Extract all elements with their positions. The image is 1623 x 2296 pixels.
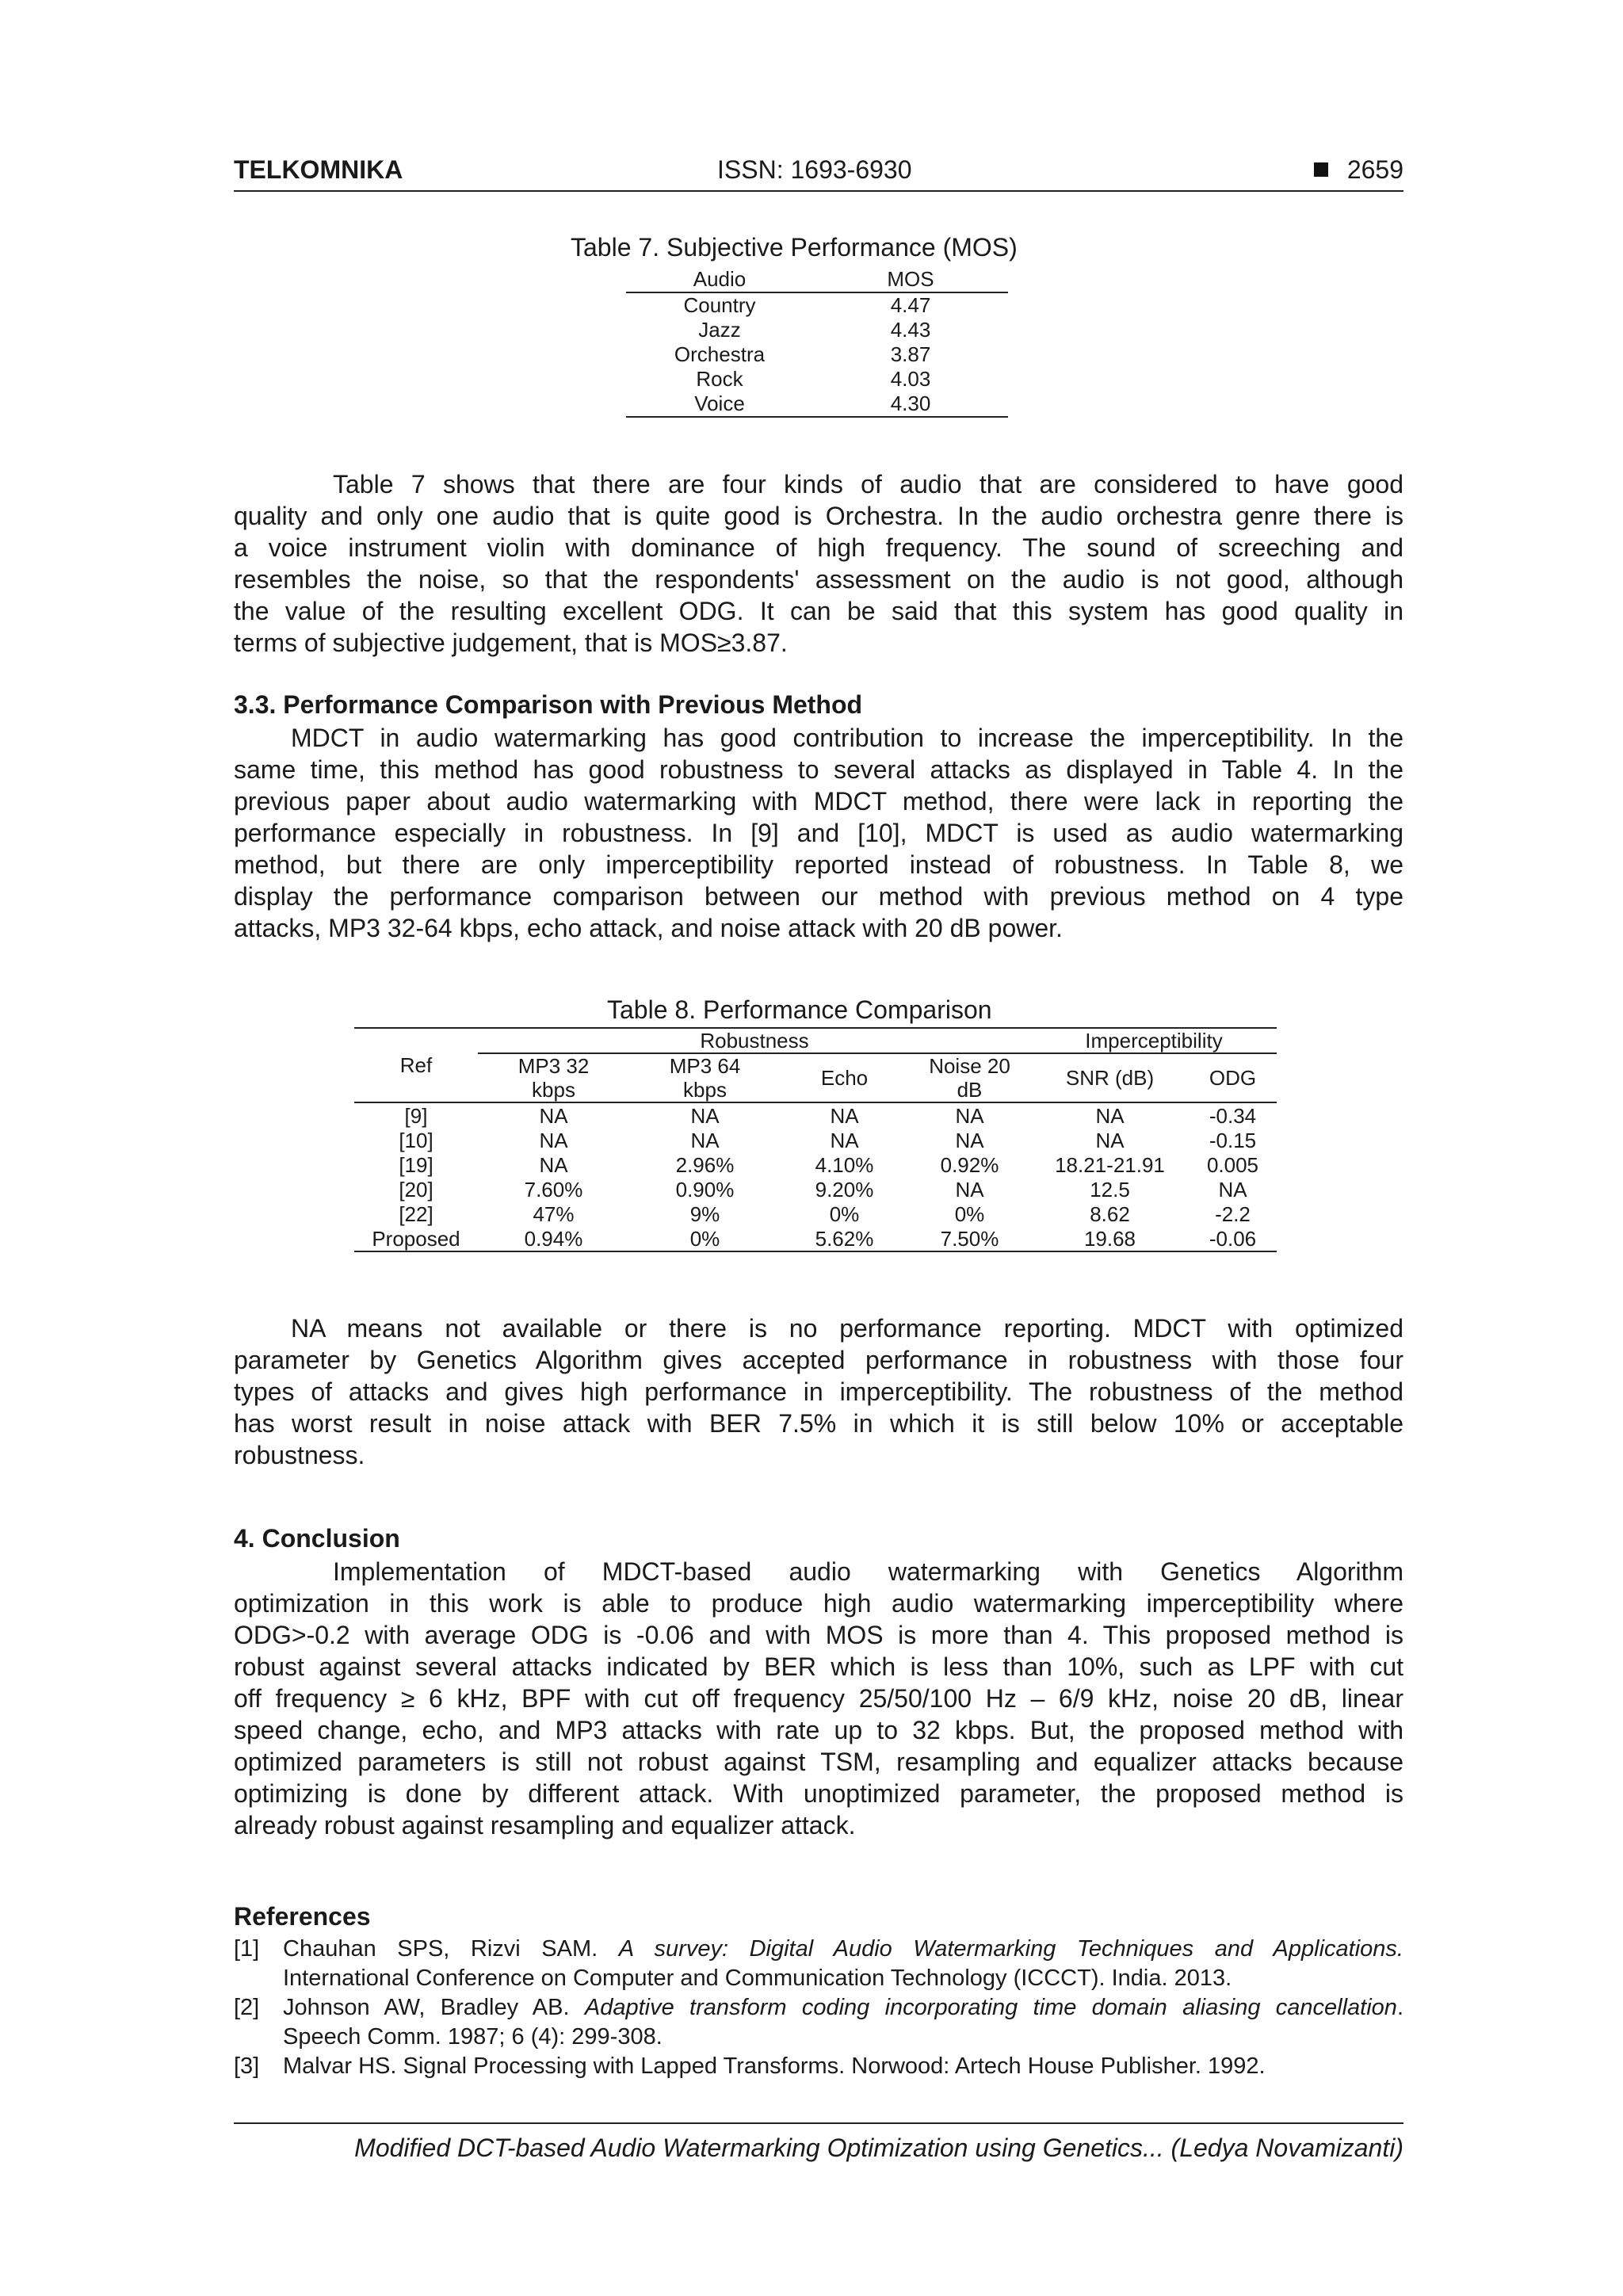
text-line: a voice instrument violin with dominance of high frequency. The sound of screeching and (234, 533, 1403, 562)
text-line: MDCT in audio watermarking has good contribution to increase the imperceptibility. In the (291, 724, 1403, 752)
text-line: display the performance comparison between our method with previous method on 4 type (234, 882, 1403, 911)
reference-number: [3] (234, 2053, 260, 2079)
reference-title: Adaptive transform coding incorporating time domain aliasing cancellation (584, 1995, 1397, 2020)
table8-header-mp3-32 (478, 1053, 629, 1102)
text-line: types of attacks and gives high performance in imperceptibility. The robustness of the method (234, 1377, 1403, 1406)
table-cell: -2.2 (1215, 1201, 1251, 1226)
text-line: terms of subjective judgement, that is MOS≥3.87. (234, 628, 788, 657)
header-line: MP3 32 (517, 1054, 590, 1078)
table8-caption: Table 8. Performance Comparison (607, 995, 992, 1024)
table-header-row (626, 266, 1008, 292)
section-heading-conclusion: 4. Conclusion (234, 1524, 400, 1553)
text-line: method, but there are only imperceptibility reported instead of robustness. In Table 8, we (234, 850, 1403, 879)
text-line: robust against several attacks indicated by BER which is less than 10%, such as LPF with cut (234, 1652, 1403, 1681)
text-line: parameter by Genetics Algorithm gives accepted performance in robustness with those four (234, 1346, 1403, 1374)
table-cell: 0.92% (940, 1152, 999, 1177)
references-list (234, 1935, 1403, 2081)
table-cell: 5.62% (781, 1226, 908, 1251)
reference-item (234, 1993, 1403, 2052)
paragraph-table8-discussion (234, 1312, 1403, 1471)
table-cell: 4.30 (890, 392, 931, 415)
text-line: speed change, echo, and MP3 attacks with rate up to 32 kbps. But, the proposed method with (234, 1716, 1403, 1744)
table-cell: 2.96% (675, 1152, 735, 1177)
table7-header-audio: Audio (693, 266, 747, 291)
reference-line (283, 1935, 1403, 1964)
table-cell: 9.20% (815, 1177, 874, 1201)
table-cell: NA (539, 1152, 568, 1177)
table-cell: [9] (404, 1103, 428, 1128)
table8-group-imperceptibility: Imperceptibility (1031, 1028, 1277, 1053)
table-cell: 4.10% (815, 1152, 874, 1177)
table-cell: 12.5 (1090, 1177, 1130, 1201)
reference-number: [1] (234, 1936, 260, 1962)
text-line: ODG>-0.2 with average ODG is -0.06 and with MOS is more than 4. This proposed method is (234, 1621, 1403, 1649)
table-row (354, 1226, 1277, 1251)
reference-title: A survey: Digital Audio Watermarking Techniques and Applications. (618, 1936, 1403, 1962)
table-cell: 4.03 (890, 367, 931, 391)
square-bullet-icon (1314, 162, 1328, 177)
table-row (354, 1128, 1277, 1152)
table-cell: NA (1095, 1128, 1125, 1152)
table-cell: -0.06 (1189, 1226, 1277, 1251)
table8-group-robustness: Robustness (478, 1028, 1031, 1053)
table-cell: NA (539, 1128, 568, 1152)
table-row (626, 292, 1008, 318)
table8-header-odg: ODG (1189, 1053, 1277, 1102)
reference-line: Malvar HS. Signal Processing with Lapped Transforms. Norwood: Artech House Publisher. 1992. (283, 2053, 1266, 2079)
header-line: kbps (683, 1078, 727, 1102)
table-cell: NA (1218, 1177, 1247, 1201)
table-cell: 4.47 (890, 293, 931, 317)
table-cell: Proposed (354, 1226, 478, 1251)
table8-header-snr: SNR (dB) (1031, 1053, 1189, 1102)
reference-punct: . (1396, 1995, 1403, 2020)
paragraph-section-3-3 (234, 722, 1403, 944)
header-line: kbps (532, 1078, 575, 1102)
reference-authors: Johnson AW, Bradley AB. (283, 1995, 585, 2020)
table-row (626, 318, 1008, 342)
page-header (234, 155, 1403, 192)
table-cell: NA (539, 1103, 568, 1128)
table7-header-mos: MOS (887, 266, 934, 291)
reference-item (234, 1935, 1403, 1993)
table-cell: NA (955, 1103, 984, 1128)
table-cell: -0.15 (1209, 1128, 1257, 1152)
text-line: off frequency ≥ 6 kHz, BPF with cut off frequency 25/50/100 Hz – 6/9 kHz, noise 20 dB, linear (234, 1684, 1403, 1713)
table-cell: [10] (399, 1128, 433, 1152)
text-line: previous paper about audio watermarking with MDCT method, there were lack in reporting the (234, 787, 1403, 816)
table-row (354, 1201, 1277, 1226)
table-cell: 7.50% (908, 1226, 1031, 1251)
table-cell: -0.34 (1209, 1103, 1257, 1128)
table-cell: Orchestra (674, 342, 766, 366)
text-line: optimized parameters is still not robust against TSM, resampling and equalizer attacks because (234, 1748, 1403, 1776)
reference-line (283, 1993, 1403, 2023)
table-cell: 19.68 (1031, 1226, 1189, 1251)
table-cell: NA (1095, 1103, 1125, 1128)
text-line: the value of the resulting excellent ODG. It can be said that this system has good quality in (234, 597, 1403, 625)
text-line: Table 7 shows that there are four kinds of audio that are considered to have good (333, 470, 1403, 499)
table-cell: [19] (399, 1152, 433, 1177)
text-line: quality and only one audio that is quite good is Orchestra. In the audio orchestra genre there is (234, 502, 1403, 530)
text-line: same time, this method has good robustness to several attacks as displayed in Table 4. In the (234, 755, 1403, 784)
reference-item (234, 2052, 1403, 2081)
table-cell: 18.21-21.91 (1055, 1152, 1165, 1177)
table-cell: 4.43 (890, 318, 931, 342)
table-cell: NA (830, 1128, 859, 1152)
header-line: Noise 20 (929, 1054, 1010, 1078)
page-footer: Modified DCT-based Audio Watermarking Optimization using Genetics... (Ledya Novamizanti) (234, 2122, 1403, 2163)
text-line: resembles the noise, so that the respondents' assessment on the audio is not good, although (234, 565, 1403, 594)
section-heading-3-3: 3.3. Performance Comparison with Previous Method (234, 690, 863, 719)
table-cell: NA (955, 1128, 984, 1152)
header-line: MP3 64 (669, 1054, 741, 1078)
issn: ISSN: 1693-6930 (717, 155, 912, 184)
table-header-row (354, 1053, 1277, 1102)
journal-name: TELKOMNIKA (234, 155, 403, 184)
page-number: 2659 (1346, 155, 1403, 184)
table-cell: NA (690, 1128, 720, 1152)
table-row (626, 342, 1008, 367)
paragraph-table7-discussion (234, 468, 1403, 659)
table-cell: 3.87 (890, 342, 931, 366)
table-cell: NA (830, 1103, 859, 1128)
reference-authors: Chauhan SPS, Rizvi SAM. (283, 1936, 619, 1962)
table-cell: 8.62 (1090, 1201, 1130, 1226)
text-line: Implementation of MDCT-based audio watermarking with Genetics Algorithm (333, 1557, 1403, 1586)
paragraph-conclusion (234, 1556, 1403, 1841)
table8 (354, 1027, 1277, 1252)
header-line: dB (957, 1078, 983, 1102)
table-cell: 9% (689, 1201, 720, 1226)
table8-header-noise (908, 1053, 1031, 1102)
table7-caption: Table 7. Subjective Performance (MOS) (571, 233, 1018, 262)
table-cell: [22] (399, 1201, 433, 1226)
text-line: performance especially in robustness. In [9] and [10], MDCT is used as audio watermarking (234, 819, 1403, 847)
table-cell: 47% (533, 1201, 575, 1226)
table8-header-echo: Echo (781, 1053, 908, 1102)
table-group-header-row (354, 1028, 1277, 1053)
table8-header-mp3-64 (629, 1053, 781, 1102)
table-cell: Country (683, 293, 756, 317)
table-row (626, 392, 1008, 417)
text-line: robustness. (234, 1441, 365, 1469)
table-row (354, 1152, 1277, 1177)
table-cell: 0% (629, 1226, 781, 1251)
table7 (626, 266, 1008, 418)
reference-number: [2] (234, 1995, 260, 2020)
table-cell: 7.60% (524, 1177, 583, 1201)
reference-line: Speech Comm. 1987; 6 (4): 299-308. (283, 2024, 663, 2050)
table-cell: 0% (954, 1201, 985, 1226)
page-number-wrap (1314, 155, 1403, 185)
table-cell: NA (955, 1177, 984, 1201)
table-row (354, 1177, 1277, 1201)
text-line: already robust against resampling and equalizer attack. (234, 1811, 856, 1839)
table-cell: 0.94% (478, 1226, 629, 1251)
table-cell: Jazz (698, 318, 741, 342)
table8-header-ref: Ref (354, 1053, 478, 1102)
table-cell: [20] (399, 1177, 433, 1201)
table-cell: Rock (696, 367, 743, 391)
table-cell: 0% (829, 1201, 860, 1226)
table-cell: NA (690, 1103, 720, 1128)
text-line: attacks, MP3 32-64 kbps, echo attack, and noise attack with 20 dB power. (234, 914, 1063, 942)
table-cell: 0.005 (1206, 1152, 1259, 1177)
table-row (354, 1102, 1277, 1128)
table-cell: Voice (694, 392, 745, 415)
table-cell: 0.90% (675, 1177, 735, 1201)
text-line: optimization in this work is able to produce high audio watermarking imperceptibility where (234, 1589, 1403, 1618)
table-cell (354, 1028, 478, 1053)
reference-line: International Conference on Computer and Communication Technology (ICCCT). India. 2013. (283, 1966, 1232, 1991)
text-line: optimizing is done by different attack. With unoptimized parameter, the proposed method is (234, 1779, 1403, 1808)
text-line: has worst result in noise attack with BER 7.5% in which it is still below 10% or acceptable (234, 1409, 1403, 1438)
references-heading: References (234, 1902, 371, 1931)
text-line: NA means not available or there is no performance reporting. MDCT with optimized (291, 1314, 1403, 1343)
table-row (626, 367, 1008, 392)
